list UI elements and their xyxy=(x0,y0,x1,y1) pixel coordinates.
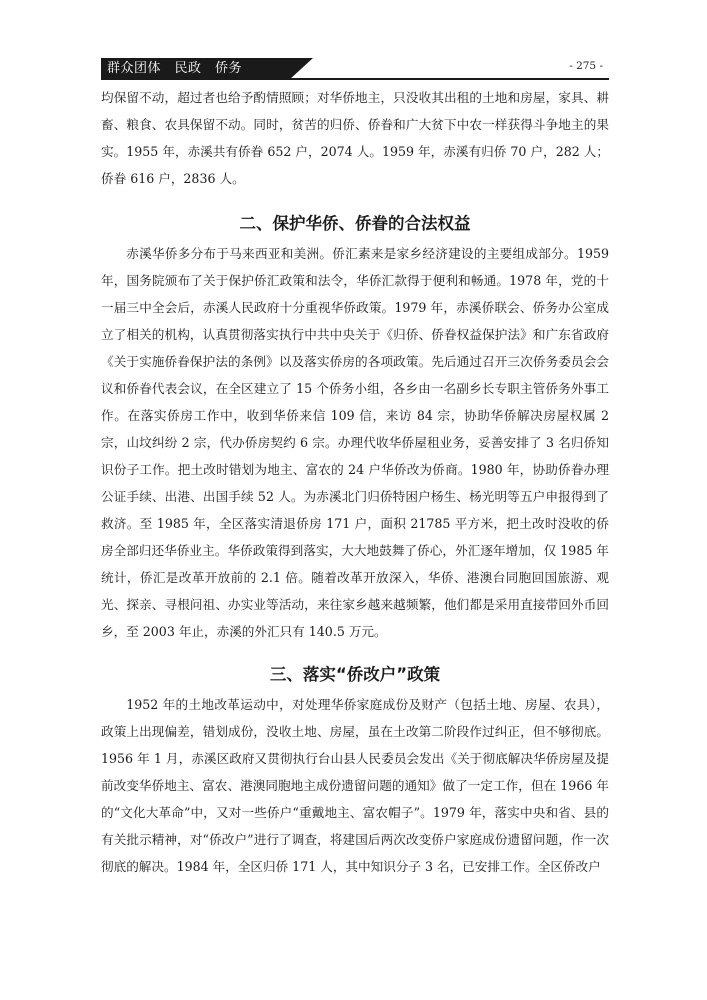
section-2-paragraph: 赤溪华侨多分布于马来西亚和美洲。侨汇素来是家乡经济建设的主要组成部分。1959 年，国务院颁布了关于保护侨汇政策和法令，华侨汇款得于便利和畅通。1978 年，党的十一届三中全会后，赤溪人民政府十分重视华侨政策。1979 年，赤溪侨联会、侨务办公室成立了相关的机构，认真贯彻落实执行中共中央关于《归侨、侨眷权益保护法》和广东省政府《关于实施侨眷保护法的条例》以及落实侨房的各项政策。先后通过召开三次侨务委员会会议和侨眷代表会议，在全区建立了 15 个侨务小组，各乡由一名副乡长专职主管侨务外事工作。在落实侨房工作中，收到华侨来信 109 信，来访 84 宗，协助华侨解决房屋权属 2 宗，山坟纠纷 2 宗，代办侨房契约 6 宗。办理代收华侨屋租业务，妥善安排了 3 名归侨知识份子工作。把土改时错划为地主、富农的 24 户华侨改为侨商。1980 年，协助侨眷办理公证手续、出港、出国手续 52 人。为赤溪北门归侨特困户杨生、杨光明等五户申报得到了救济。至 1985 年，全区落实清退侨房 171 户，面积 21785 平方米，把土改时没收的侨房全部归还华侨业主。华侨政策得到落实，大大地鼓舞了侨心，外汇逐年增加，仅 1985 年统计，侨汇是改革开放前的 2.1 倍。随着改革开放深入，华侨、港澳台同胞回国旅游、观光、探亲、寻根问祖、办实业等活动，来往家乡越来越频繁，他们都是采用直接带回外币回乡，至 2003 年止，赤溪的外汇只有 140.5 万元。 xyxy=(101,246,609,639)
section-title: 群众团体 民政 侨务 xyxy=(101,58,289,80)
section-heading-2: 二、保护华侨、侨眷的合法权益 xyxy=(239,214,471,233)
header-tab-wedge xyxy=(289,58,313,80)
page-number: - 275 - xyxy=(569,60,603,72)
intro-paragraph: 均保留不动，超过者也给予酌情照顾；对华侨地主，只没收其出租的土地和房屋，家具、耕畜、粮食、农具保留不动。同时，贫苦的归侨、侨眷和广大贫下中农一样获得斗争地主的果实。1955 年，赤溪共有侨眷 652 户，2074 人。1959 年，赤溪有归侨 70 户，282 人；侨眷 616 户，2836 人。 xyxy=(101,90,609,186)
header-rule xyxy=(101,78,609,80)
section-heading-3: 三、落实“侨改户”政策 xyxy=(269,665,441,684)
running-header xyxy=(101,58,609,80)
page-body xyxy=(101,84,609,880)
section-3-paragraph: 1952 年的土地改革运动中，对处理华侨家庭成份及财产（包括土地、房屋、农具），政策上出现偏差，错划成份，没收土地、房屋，虽在土改第二阶段作过纠正，但不够彻底。1956 年 1 月，赤溪区政府又贯彻执行台山县人民委员会发出《关于彻底解决华侨房屋及提前改变华侨地主、富农、港澳同胞地主成份遗留问题的通知》做了一定工作，但在 1966 年的“文化大革命”中，又对一些侨户“重戴地主、富农帽子”。1979 年，落实中央和省、县的有关批示精神，对“侨改户”进行了调查，将建国后两次改变侨户家庭成份遗留问题，作一次彻底的解决。1984 年，全区归侨 171 人，其中知识分子 3 名，已安排工作。全区侨改户 xyxy=(101,697,609,874)
